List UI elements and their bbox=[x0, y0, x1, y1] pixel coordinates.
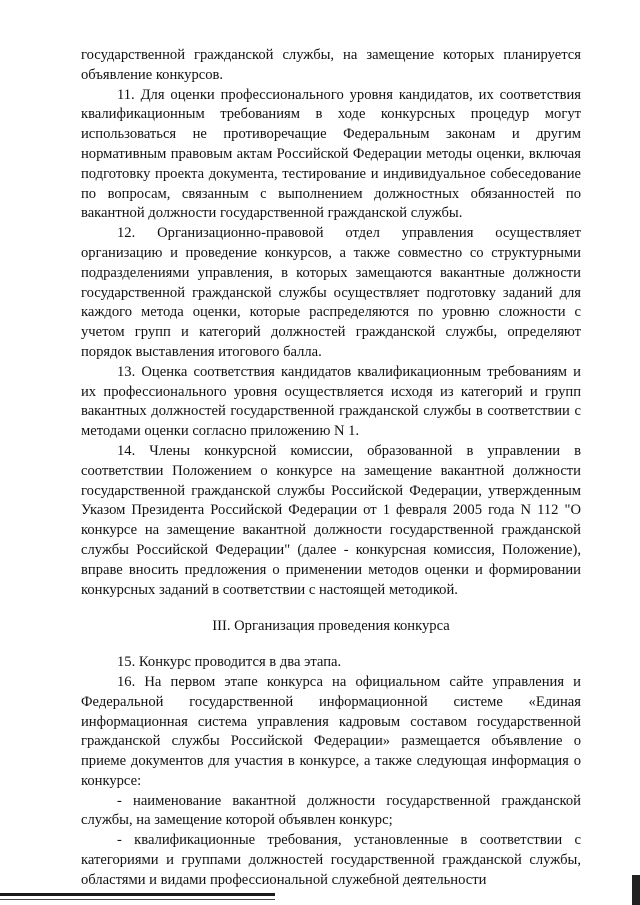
document-page bbox=[81, 46, 581, 891]
paragraph-15: 15. Конкурс проводится в два этапа. bbox=[117, 654, 342, 671]
footer-rule-thin bbox=[0, 899, 275, 900]
paragraph-12: 12. Организационно-правовой отдел управления осуществляет организацию и проведение конкурсов, а также совместно со структурными подразделениями управления, в которых замещаются вакантные должности государственной гражданской службы осуществляет подготовку заданий для каждого метода оценки, которые распределяются по уровню сложности с учетом групп и категорий должностей гражданской службы, определяют порядок выставления итогового балла. bbox=[81, 225, 581, 360]
paragraph-16: 16. На первом этапе конкурса на официальном сайте управления и Федеральной государственной информационной системе «Единая информационная система управления кадровым составом государственной гражданской службы Российской Федерации» размещается объявление о приеме документов для участия в конкурсе, а также следующая информация о конкурсе: bbox=[81, 673, 581, 789]
scan-edge-mark bbox=[632, 875, 640, 905]
paragraph-11: 11. Для оценки профессионального уровня кандидатов, их соответствия квалификационным требованиям в ходе конкурсных процедур могут использоваться не противоречащие Федеральным законам и другим нормативным правовым актам Российской Федерации методы оценки, включая подготовку проекта документа, тестирование и индивидуальное собеседование по вопросам, связанным с выполнением должностных обязанностей по вакантной должности государственной гражданской службы. bbox=[81, 86, 581, 222]
list-item-qualification-requirements: - квалификационные требования, установленные в соответствии с категориями и группами должностей государственной гражданской службы, областями и видами профессиональной служебной деятельности bbox=[81, 832, 581, 888]
paragraph-14: 14. Члены конкурсной комиссии, образованной в управлении в соответствии Положением о конкурсе на замещение вакантной должности государственной гражданской службы Российской Федерации, утвержденным Указом Президента Российской Федерации от 1 февраля 2005 года N 112 "О конкурсе на замещение вакантной должности государственной гражданской службы Российской Федерации" (далее - конкурсная комиссия, Положение), вправе вносить предложения о применении методов оценки и формировании конкурсных заданий в соответствии с настоящей методикой. bbox=[81, 442, 581, 598]
paragraph-13: 13. Оценка соответствия кандидатов квалификационным требованиям и их профессионального уровня осуществляется исходя из категорий и групп вакантных должностей государственной гражданской службы в соответствии с методами оценки согласно приложению N 1. bbox=[81, 363, 581, 440]
footer-rule bbox=[0, 893, 275, 896]
paragraph-continuation: государственной гражданской службы, на замещение которых планируется объявление конкурсов. bbox=[81, 47, 581, 83]
list-item-vacancy-name: - наименование вакантной должности государственной гражданской службы, на замещение которой объявлен конкурс; bbox=[81, 792, 581, 829]
section-heading: III. Организация проведения конкурса bbox=[212, 618, 450, 635]
